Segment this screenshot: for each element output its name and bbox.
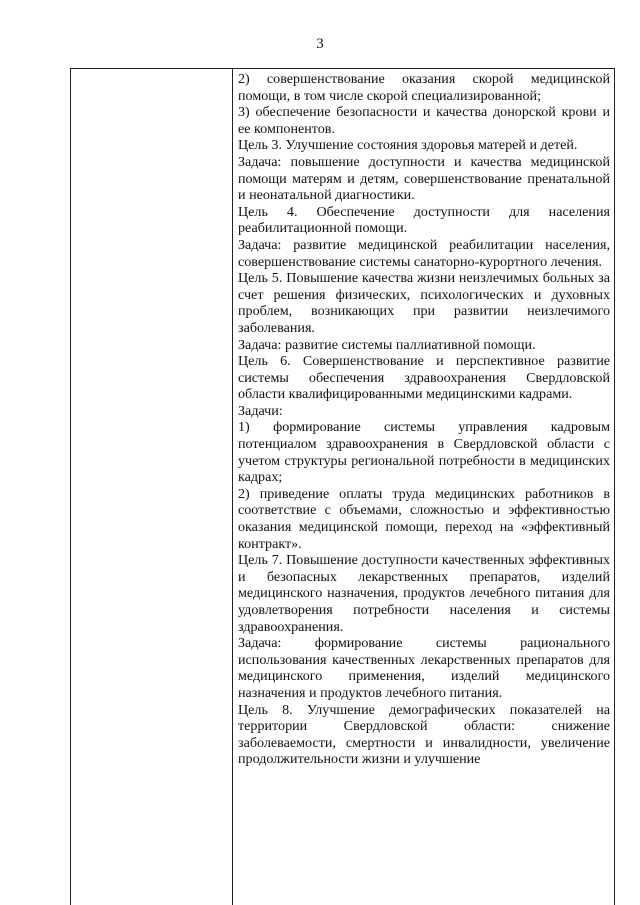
table-left-cell bbox=[71, 69, 233, 905]
paragraph-donorskaya-krov: 3) обеспечение безопасности и качества донорской крови и ее компонентов. bbox=[238, 104, 610, 137]
paragraph-task-3: Задача: повышение доступности и качества медицинской помощи матерям и детям, совершенствование пренатальной и неонатальной диагностики. bbox=[238, 153, 610, 204]
paragraph-task-5: Задача: развитие системы паллиативной помощи. bbox=[238, 336, 536, 353]
paragraph-tasks-heading: Задачи: bbox=[238, 402, 283, 419]
paragraph-task-6-2: 2) приведение оплаты труда медицинских работников в соответствие с объемами, сложностью и эффективностью оказания медицинской помощи, переход на «эффективный контракт». bbox=[238, 485, 610, 552]
paragraph-goal-3: Цель 3. Улучшение состояния здоровья матерей и детей. bbox=[238, 137, 578, 154]
paragraph-goal-8: Цель 8. Улучшение демографических показателей на территории Свердловской области: снижение заболеваемости, смертности и инвалидности, увеличение продолжительности жизни и улучшение bbox=[238, 701, 610, 768]
paragraph-goal-6: Цель 6. Совершенствование и перспективное развитие системы обеспечения здравоохранения Свердловской области квалифицированными медицинскими кадрами. bbox=[238, 353, 610, 403]
paragraph-task-6-1: 1) формирование системы управления кадровым потенциалом здравоохранения в Свердловской области с учетом структуры региональной потребности в медицинских кадрах; bbox=[238, 419, 610, 486]
paragraph-scoraya-pomoshch: 2) совершенствование оказания скорой медицинской помощи, в том числе скорой специализированной; bbox=[238, 71, 610, 104]
paragraph-goal-5: Цель 5. Повышение качества жизни неизлечимых больных за счет решения физических, психологических и духовных проблем, возникающих при развитии неизлечимого заболевания. bbox=[238, 270, 610, 336]
paragraph-task-7: Задача: формирование системы рационального использования качественных лекарственных препаратов для медицинского применения, изделий медицинского назначения и продуктов лечебного питания. bbox=[238, 635, 610, 701]
paragraph-goal-4: Цель 4. Обеспечение доступности для населения реабилитационной помощи. bbox=[238, 203, 610, 237]
page-number: 3 bbox=[316, 36, 324, 52]
table-right-cell bbox=[238, 71, 610, 768]
paragraph-task-4: Задача: развитие медицинской реабилитации населения, совершенствование системы санаторно-курортного лечения. bbox=[238, 236, 610, 270]
content-table bbox=[70, 68, 615, 905]
paragraph-goal-7: Цель 7. Повышение доступности качественных эффективных и безопасных лекарственных препаратов, изделий медицинского назначения, продуктов лечебного питания для удовлетворения потребности населения и системы здравоохранения. bbox=[238, 552, 610, 635]
